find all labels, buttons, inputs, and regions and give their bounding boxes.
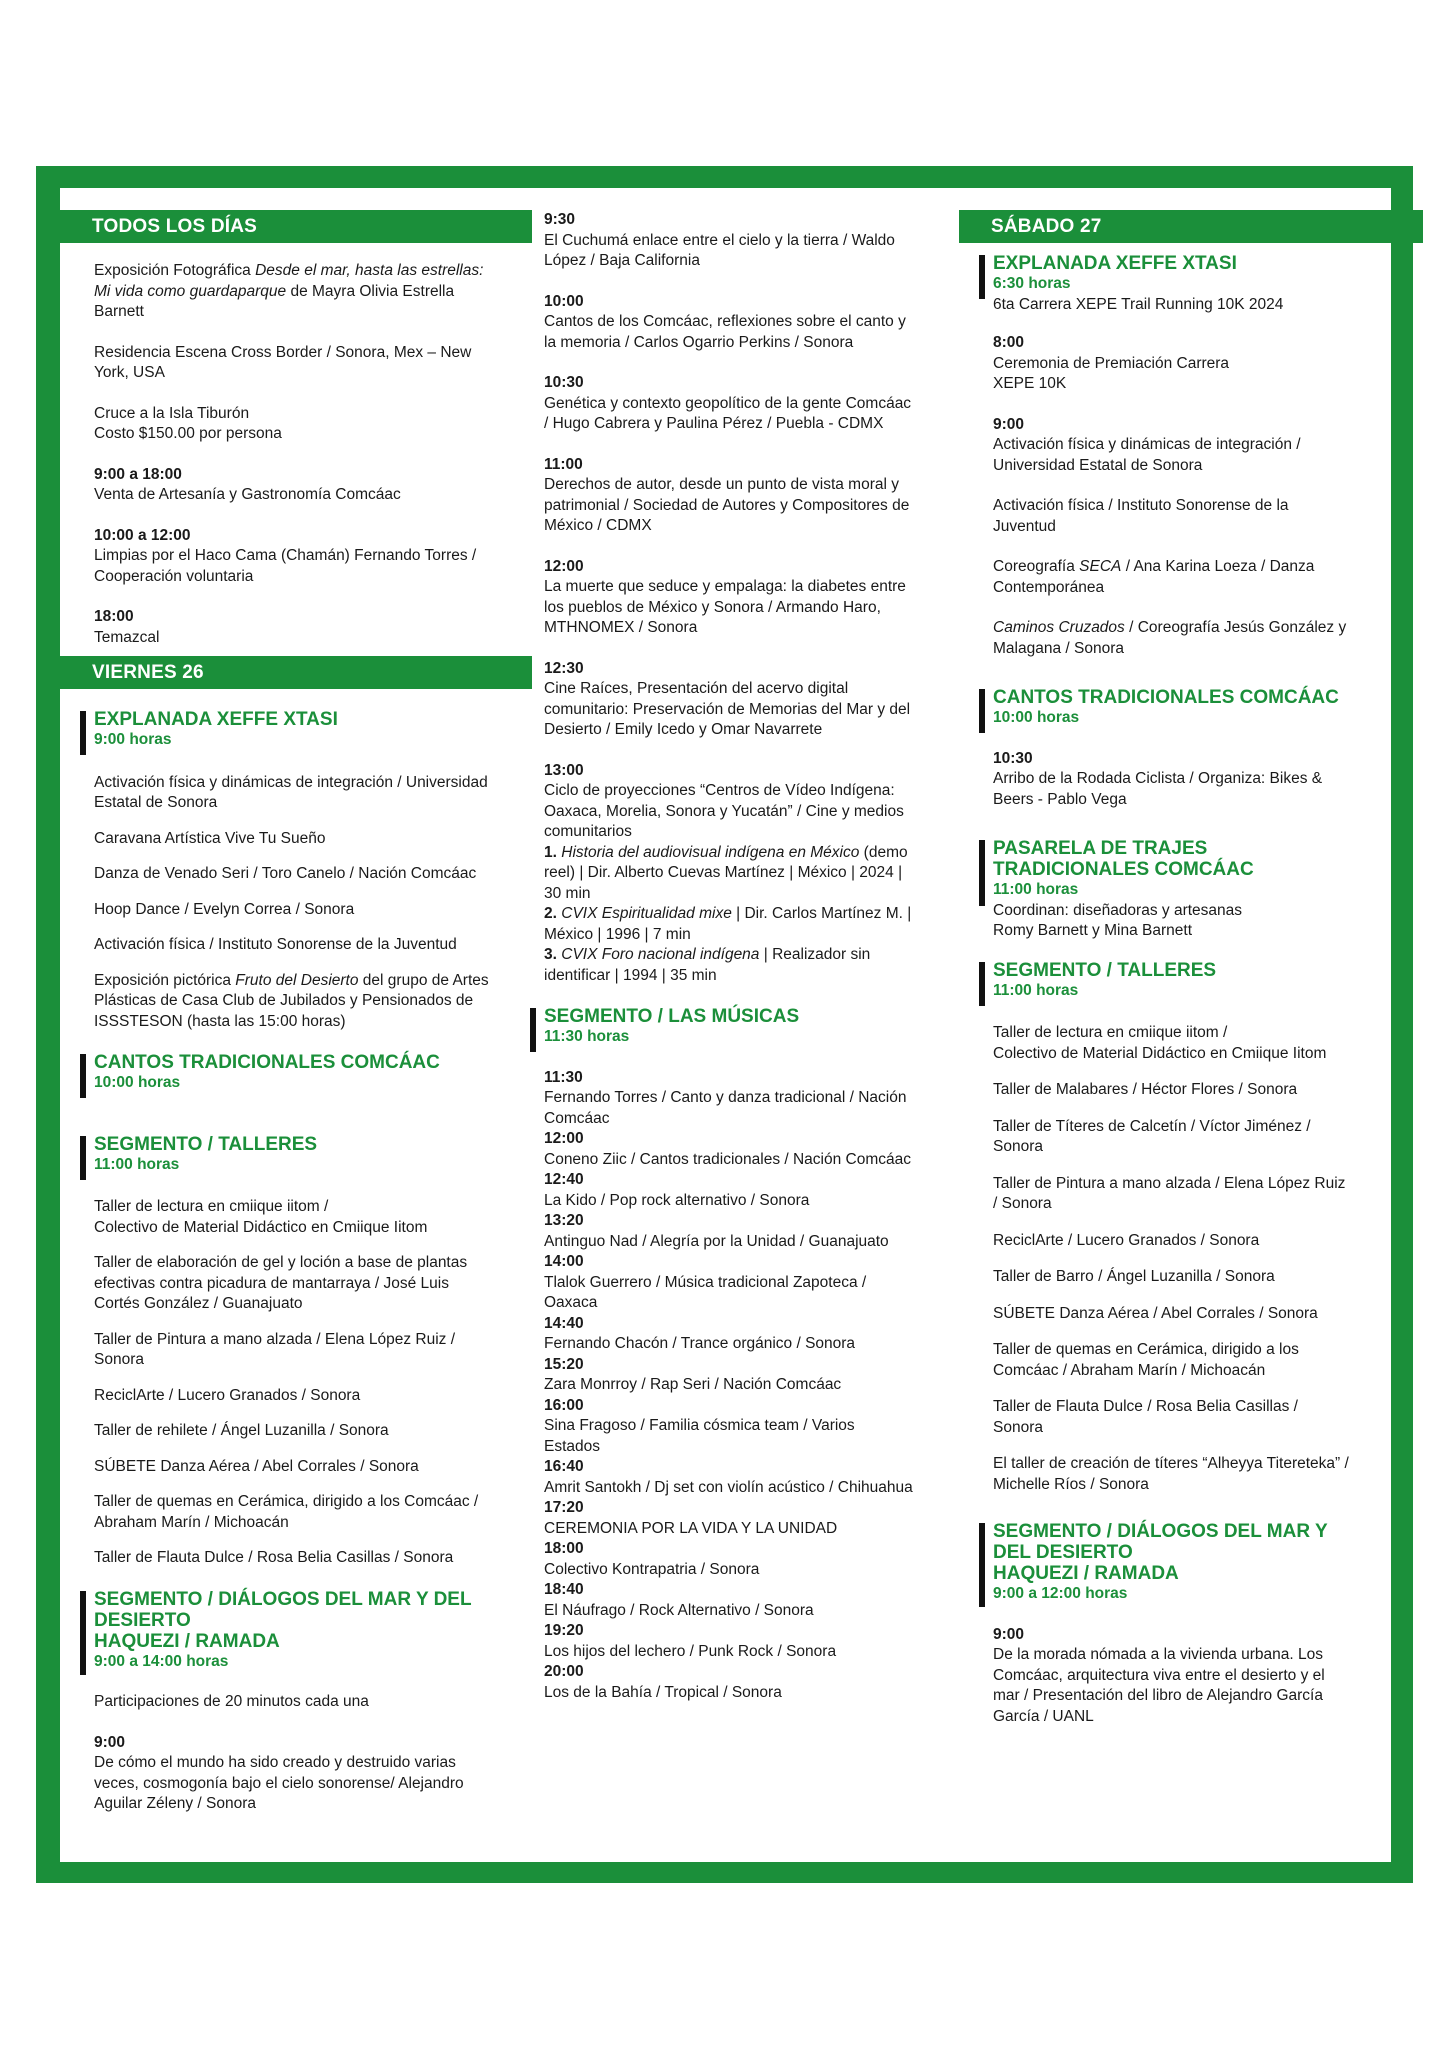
- section-time: 9:00 a 12:00 horas: [993, 1585, 1128, 1602]
- list-item: [544, 1662, 914, 1703]
- section-title: CANTOS TRADICIONALES COMCÁAC: [94, 1052, 440, 1073]
- list-item: Taller de quemas en Cerámica, dirigido a los Comcáac / Abraham Marín / Michoacán: [94, 1493, 479, 1531]
- list-item: [544, 1129, 914, 1170]
- item-text: Venta de Artesanía y Gastronomía Comcáac: [94, 486, 401, 503]
- item-text: Exposición Fotográfica: [94, 262, 256, 279]
- expo-item: Exposición pictórica Fruto del Desierto del grupo de Artes Plásticas de Casa Club de Jubilados y Pensionados de ISSSTESON (hasta las 15:00 horas): [94, 971, 489, 1030]
- films-list: [544, 843, 914, 987]
- item-time: 17:20: [544, 1499, 584, 1516]
- dialogos-first: 9:00 De la morada nómada a la vivienda urbana. Los Comcáac, arquitectura viva entre el desierto y el mar / Presentación del libro de Alejandro García García / UANL: [993, 1625, 1325, 1725]
- section-dialogos-viernes: [94, 1589, 494, 1673]
- list-item: [544, 1396, 914, 1458]
- film-info: | Dir. Carlos Martínez M. | México | 1996 | 7 min: [544, 905, 912, 943]
- item-time: 11:00: [544, 455, 583, 473]
- film-item: [544, 843, 914, 905]
- item-time: 16:00: [544, 1396, 584, 1414]
- list-item: [544, 1068, 914, 1130]
- list-item: Taller de Pintura a mano alzada / Elena López Ruiz / Sonora: [94, 1330, 456, 1368]
- item-time: 10:00: [544, 292, 584, 310]
- rodada-item: 10:30 Arribo de la Rodada Ciclista / Organiza: Bikes & Beers - Pablo Vega: [993, 749, 1323, 808]
- list-item: [94, 404, 494, 445]
- list-item: [544, 1457, 914, 1498]
- item-time: 10:00 a 12:00: [94, 526, 191, 544]
- section-title: EXPLANADA XEFFE XTASI: [993, 253, 1237, 274]
- section-cantos-viernes: [94, 1052, 494, 1094]
- list-item: [544, 455, 914, 537]
- list-item: Taller de Malabares / Héctor Flores / Sonora: [993, 1081, 1298, 1098]
- film-number: 3.: [544, 946, 557, 963]
- item-text: de Mayra Olivia Estrella Barnett: [94, 282, 455, 320]
- column-left: [60, 210, 494, 1815]
- list-item: [544, 1621, 914, 1662]
- item-text: El Cuchumá enlace entre el cielo y la tierra / Waldo López / Baja California: [544, 231, 895, 269]
- sabado-list: [959, 333, 1349, 537]
- list-item: [544, 210, 914, 272]
- film-item: [544, 904, 914, 945]
- section-bar-viernes: VIERNES 26: [60, 656, 532, 689]
- section-title: SEGMENTO / DIÁLOGOS DEL MAR Y DEL DESIERTO HAQUEZI / RAMADA: [94, 1588, 472, 1652]
- cine-item: 13:00 Ciclo de proyecciones “Centros de Vídeo Indígena: Oaxaca, Morelia, Sonora y Yucatán” / Cine y medios comunitarios 1. Historia del audiovisual indígena en México (demo reel) | Dir. Alberto Cuevas Martínez | México | 2024 | 30 min 2. CVIX Espiritualidad mixe | Dir. Carlos Martínez M. | México | 1996 | 7 min 3. CVIX Foro nacional indígena | Realizador sin identificar | 1994 | 35 min: [544, 761, 914, 987]
- item-time: 18:40: [544, 1581, 584, 1598]
- list-item: [544, 1314, 914, 1355]
- item-text: El Náufrago / Rock Alternativo / Sonora: [544, 1601, 814, 1619]
- film-title: CVIX Foro nacional indígena: [561, 946, 760, 963]
- item-time: 16:40: [544, 1458, 584, 1475]
- talleres-list: [60, 1197, 494, 1569]
- list-item: Activación física / Instituto Sonorense de la Juventud: [94, 936, 457, 953]
- list-item: Taller de lectura en cmiique iitom / Colectivo de Material Didáctico en Cmiique Iitom: [993, 1024, 1327, 1062]
- item-title: Desde el mar, hasta las estrellas: Mi vida como guardaparque: [94, 262, 484, 300]
- section-time: 10:00 horas: [993, 709, 1080, 726]
- item-text: Ceremonia de Premiación Carrera XEPE 10K: [993, 354, 1230, 392]
- item-text: Antinguo Nad / Alegría por la Unidad / Guanajuato: [544, 1232, 889, 1250]
- item-time: 18:00: [94, 608, 134, 625]
- list-item: [94, 526, 494, 588]
- item-text: CEREMONIA POR LA VIDA Y LA UNIDAD: [544, 1519, 838, 1537]
- section-bar-todos: TODOS LOS DÍAS: [60, 210, 532, 243]
- section-title: SEGMENTO / TALLERES: [94, 1133, 318, 1155]
- item-text: Amrit Santokh / Dj set con violín acústico / Chihuahua: [544, 1478, 913, 1496]
- list-item: Taller de rehilete / Ángel Luzanilla / Sonora: [94, 1422, 389, 1439]
- item-time: 9:00: [993, 415, 1025, 433]
- list-item: [544, 1498, 914, 1539]
- list-item: [544, 1252, 914, 1314]
- item-text: La Kido / Pop rock alternativo / Sonora: [544, 1191, 810, 1209]
- list-item: Taller de Flauta Dulce / Rosa Belia Casillas / Sonora: [993, 1398, 1298, 1436]
- section-title: PASARELA DE TRAJES TRADICIONALES COMCÁAC: [993, 838, 1254, 880]
- film-number: 1.: [544, 843, 557, 861]
- list-item: SÚBETE Danza Aérea / Abel Corrales / Sonora: [993, 1304, 1318, 1322]
- film-info: (demo reel) | Dir. Alberto Cuevas Martínez | México | 2024 | 30 min: [544, 843, 908, 902]
- list-item: SÚBETE Danza Aérea / Abel Corrales / Sonora: [94, 1457, 419, 1475]
- item-text: Fernando Torres / Canto y danza tradicional / Nación Comcáac: [544, 1089, 907, 1127]
- section-time: 9:00 horas: [94, 731, 172, 748]
- item-text: Coneno Ziic / Cantos tradicionales / Nación Comcáac: [544, 1150, 912, 1168]
- item-text: La muerte que seduce y empalaga: la diabetes entre los pueblos de México y Sonora / Armando Haro, MTHNOMEX / Sonora: [544, 578, 906, 636]
- item-text: Activación física y dinámicas de integración / Universidad Estatal de Sonora: [993, 436, 1301, 474]
- explanada-first: 6ta Carrera XEPE Trail Running 10K 2024: [993, 295, 1284, 313]
- coreo-seca: Coreografía SECA / Ana Karina Loeza / Danza Contemporánea: [993, 558, 1315, 596]
- list-item: Taller de elaboración de gel y loción a base de plantas efectivas contra picadura de mantarraya / José Luis Cortés González / Guanajuato: [94, 1254, 468, 1312]
- section-explanada-sabado: [993, 253, 1349, 315]
- list-item: ReciclArte / Lucero Granados / Sonora: [94, 1386, 361, 1404]
- list-item: Danza de Venado Seri / Toro Canelo / Nación Comcáac: [94, 865, 477, 882]
- item-time: 11:30: [544, 1068, 583, 1086]
- item-time: 14:00: [544, 1253, 584, 1270]
- section-bar-sabado: SÁBADO 27: [959, 210, 1423, 243]
- list-item: Taller de Flauta Dulce / Rosa Belia Casillas / Sonora: [94, 1549, 454, 1566]
- item-text: Genética y contexto geopolítico de la gente Comcáac / Hugo Cabrera y Paulina Pérez / Puebla - CDMX: [544, 394, 912, 432]
- list-item: Hoop Dance / Evelyn Correa / Sonora: [94, 900, 355, 918]
- list-item: [544, 557, 914, 639]
- list-item: Activación física y dinámicas de integración / Universidad Estatal de Sonora: [94, 773, 488, 811]
- item-time: 12:40: [544, 1171, 584, 1188]
- todos-list: [60, 261, 494, 648]
- film-title: Historia del audiovisual indígena en México: [561, 843, 860, 861]
- item-text: Cine Raíces, Presentación del acervo digital comunitario: Preservación de Memorias del Mar y del Desierto / Emily Icedo y Omar Navarrete: [544, 680, 911, 738]
- item-time: 19:20: [544, 1622, 584, 1639]
- item-time: 15:20: [544, 1355, 584, 1373]
- section-time: 11:00 horas: [94, 1155, 180, 1173]
- item-text: Zara Monrroy / Rap Seri / Nación Comcáac: [544, 1376, 842, 1393]
- section-talleres-sabado: [993, 960, 1349, 1002]
- talleres-list: [959, 1023, 1349, 1495]
- section-time: 6:30 horas: [993, 275, 1071, 292]
- list-item: [544, 659, 914, 741]
- list-item: Taller de quemas en Cerámica, dirigido a los Comcáac / Abraham Marín / Michoacán: [993, 1341, 1299, 1379]
- item-time: 14:40: [544, 1314, 584, 1332]
- item-time: 12:00: [544, 1130, 584, 1147]
- section-explanada-viernes: [94, 709, 494, 751]
- list-item: Caravana Artística Vive Tu Sueño: [94, 829, 326, 847]
- section-time: 11:00 horas: [993, 881, 1079, 898]
- list-item: [94, 607, 494, 648]
- item-text: Residencia Escena Cross Border / Sonora, Mex – New York, USA: [94, 343, 472, 381]
- list-item: [544, 1580, 914, 1621]
- talks-list: [544, 210, 914, 741]
- list-item: ReciclArte / Lucero Granados / Sonora: [993, 1231, 1260, 1249]
- pasarela-text: Coordinan: diseñadoras y artesanas Romy Barnett y Mina Barnett: [993, 901, 1243, 939]
- list-item: [94, 343, 494, 384]
- item-text: Derechos de autor, desde un punto de vista moral y patrimonial / Sociedad de Autores y Compositores de México / CDMX: [544, 476, 910, 534]
- item-time: 12:00: [544, 557, 584, 575]
- section-time: 9:00 a 14:00 horas: [94, 1652, 229, 1670]
- column-middle: [544, 210, 914, 1703]
- list-item: [544, 1211, 914, 1252]
- film-title: CVIX Espiritualidad mixe: [561, 905, 732, 922]
- item-time: 12:30: [544, 659, 584, 677]
- musicas-list: [544, 1068, 914, 1704]
- list-item: El taller de creación de títeres “Alheyya Titereteka” / Michelle Ríos / Sonora: [993, 1455, 1349, 1493]
- item-time: 13:20: [544, 1212, 584, 1229]
- item-text: Fernando Chacón / Trance orgánico / Sonora: [544, 1335, 856, 1352]
- section-title: EXPLANADA XEFFE XTASI: [94, 709, 338, 730]
- section-musicas: [544, 1006, 914, 1048]
- item-text: Activación física / Instituto Sonorense de la Juventud: [993, 497, 1289, 535]
- section-time: 10:00 horas: [94, 1074, 181, 1091]
- item-text: Los hijos del lechero / Punk Rock / Sonora: [544, 1642, 837, 1660]
- section-talleres-viernes: [94, 1134, 494, 1176]
- item-text: Colectivo Kontrapatria / Sonora: [544, 1560, 760, 1578]
- section-title: SEGMENTO / LAS MÚSICAS: [544, 1006, 800, 1027]
- item-time: 20:00: [544, 1663, 584, 1680]
- list-item: [544, 1170, 914, 1211]
- list-item: Taller de Pintura a mano alzada / Elena López Ruiz / Sonora: [993, 1174, 1346, 1212]
- dialogos-note: Participaciones de 20 minutos cada una: [94, 1693, 369, 1710]
- item-text: Temazcal: [94, 628, 160, 646]
- item-time: 18:00: [544, 1540, 584, 1557]
- list-item: [544, 292, 914, 354]
- column-right: [959, 210, 1349, 1727]
- list-item: [544, 1539, 914, 1580]
- item-time: 9:00 a 18:00: [94, 465, 182, 483]
- item-text: Cruce a la Isla Tiburón Costo $150.00 por persona: [94, 404, 282, 442]
- list-item: Taller de Títeres de Calcetín / Víctor Jiménez / Sonora: [993, 1117, 1311, 1155]
- item-text: Los de la Bahía / Tropical / Sonora: [544, 1683, 782, 1701]
- item-text: Limpias por el Haco Cama (Chamán) Fernando Torres / Cooperación voluntaria: [94, 547, 477, 585]
- list-item: [993, 496, 1349, 537]
- section-time: 11:00 horas: [993, 981, 1079, 999]
- section-cantos-sabado: [993, 687, 1349, 729]
- dialogos-first: 9:00 De cómo el mundo ha sido creado y destruido varias veces, cosmogonía bajo el cielo sonorense/ Alejandro Aguilar Zéleny / Sonora: [94, 1733, 464, 1812]
- item-text: Tlalok Guerrero / Música tradicional Zapoteca / Oaxaca: [544, 1273, 867, 1311]
- list-item: [544, 1355, 914, 1396]
- list-item: [94, 261, 494, 323]
- list-item: Taller de Barro / Ángel Luzanilla / Sonora: [993, 1268, 1275, 1285]
- film-number: 2.: [544, 905, 557, 922]
- section-title: CANTOS TRADICIONALES COMCÁAC: [993, 687, 1339, 708]
- list-item: [544, 373, 914, 435]
- list-item: [94, 465, 494, 506]
- item-text: Cantos de los Comcáac, reflexiones sobre el canto y la memoria / Carlos Ogarrio Perkins / Sonora: [544, 313, 906, 351]
- film-item: [544, 945, 914, 986]
- explanada-list: [60, 773, 494, 956]
- section-title: SEGMENTO / DIÁLOGOS DEL MAR Y DEL DESIERTO HAQUEZI / RAMADA: [993, 1521, 1328, 1584]
- section-time: 11:30 horas: [544, 1028, 630, 1045]
- section-dialogos-sabado: [993, 1521, 1349, 1605]
- item-text: Sina Fragoso / Familia cósmica team / Varios Estados: [544, 1417, 855, 1455]
- list-item: [993, 415, 1349, 477]
- coreo-caminos: Caminos Cruzados / Coreografía Jesús González y Malagana / Sonora: [993, 619, 1347, 657]
- list-item: [993, 333, 1349, 395]
- list-item: Taller de lectura en cmiique iitom / Colectivo de Material Didáctico en Cmiique Iitom: [94, 1198, 428, 1236]
- film-info: | Realizador sin identificar | 1994 | 35 min: [544, 946, 871, 984]
- section-title: SEGMENTO / TALLERES: [993, 959, 1217, 981]
- item-time: 9:30: [544, 211, 576, 228]
- section-pasarela: [993, 838, 1349, 942]
- item-time: 8:00: [993, 334, 1025, 351]
- item-time: 10:30: [544, 374, 584, 391]
